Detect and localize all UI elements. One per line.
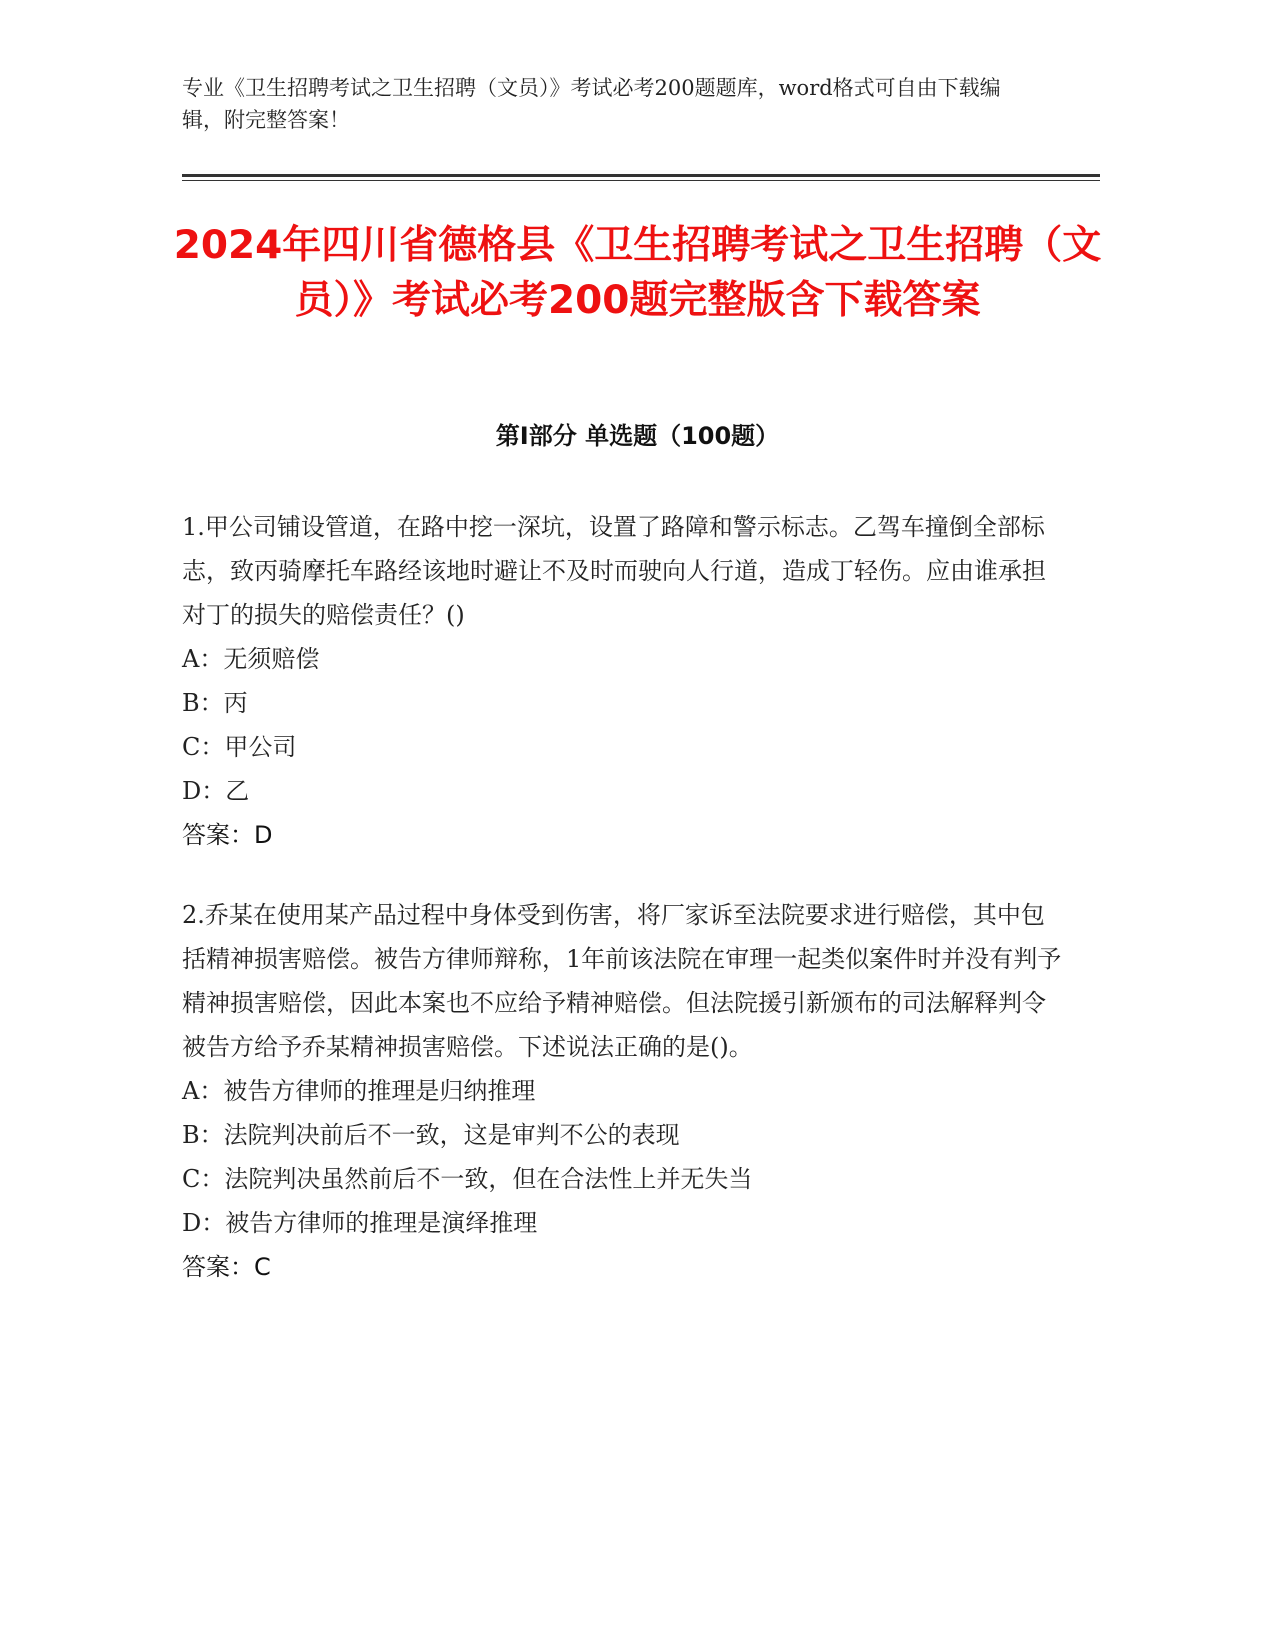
option-c: C：甲公司	[182, 733, 297, 761]
option-a: A：无须赔偿	[182, 645, 320, 673]
answer: 答案：D	[182, 821, 273, 849]
question-1	[182, 505, 1062, 857]
option-c: C：法院判决虽然前后不一致，但在合法性上并无失当	[182, 1165, 753, 1193]
question-2	[182, 893, 1062, 1289]
option-a: A：被告方律师的推理是归纳推理	[182, 1077, 536, 1105]
header-rule-thin	[182, 180, 1100, 181]
document-title: 2024年四川省德格县《卫生招聘考试之卫生招聘（文员）》考试必考200题完整版含下载答案	[173, 223, 1102, 323]
section-title: 第I部分 单选题（100题）	[495, 422, 780, 450]
question-stem: 2.乔某在使用某产品过程中身体受到伤害，将厂家诉至法院要求进行赔偿，其中包括精神损害赔偿。被告方律师辩称，1年前该法院在审理一起类似案件时并没有判予精神损害赔偿，因此本案也不应给予精神赔偿。但法院援引新颁布的司法解释判令被告方给予乔某精神损害赔偿。下述说法正确的是()。	[182, 901, 1062, 1061]
answer: 答案：C	[182, 1253, 271, 1281]
option-d: D：乙	[182, 777, 250, 805]
header-note: 专业《卫生招聘考试之卫生招聘（文员）》考试必考200题题库，word格式可自由下载编辑，附完整答案！	[182, 76, 1001, 132]
option-b: B：丙	[182, 689, 248, 717]
option-d: D：被告方律师的推理是演绎推理	[182, 1209, 538, 1237]
question-stem: 1.甲公司铺设管道，在路中挖一深坑，设置了路障和警示标志。乙驾车撞倒全部标志，致丙骑摩托车路经该地时避让不及时而驶向人行道，造成丁轻伤。应由谁承担对丁的损失的赔偿责任？()	[182, 513, 1046, 629]
header-rule-thick	[182, 174, 1100, 177]
option-b: B：法院判决前后不一致，这是审判不公的表现	[182, 1121, 680, 1149]
